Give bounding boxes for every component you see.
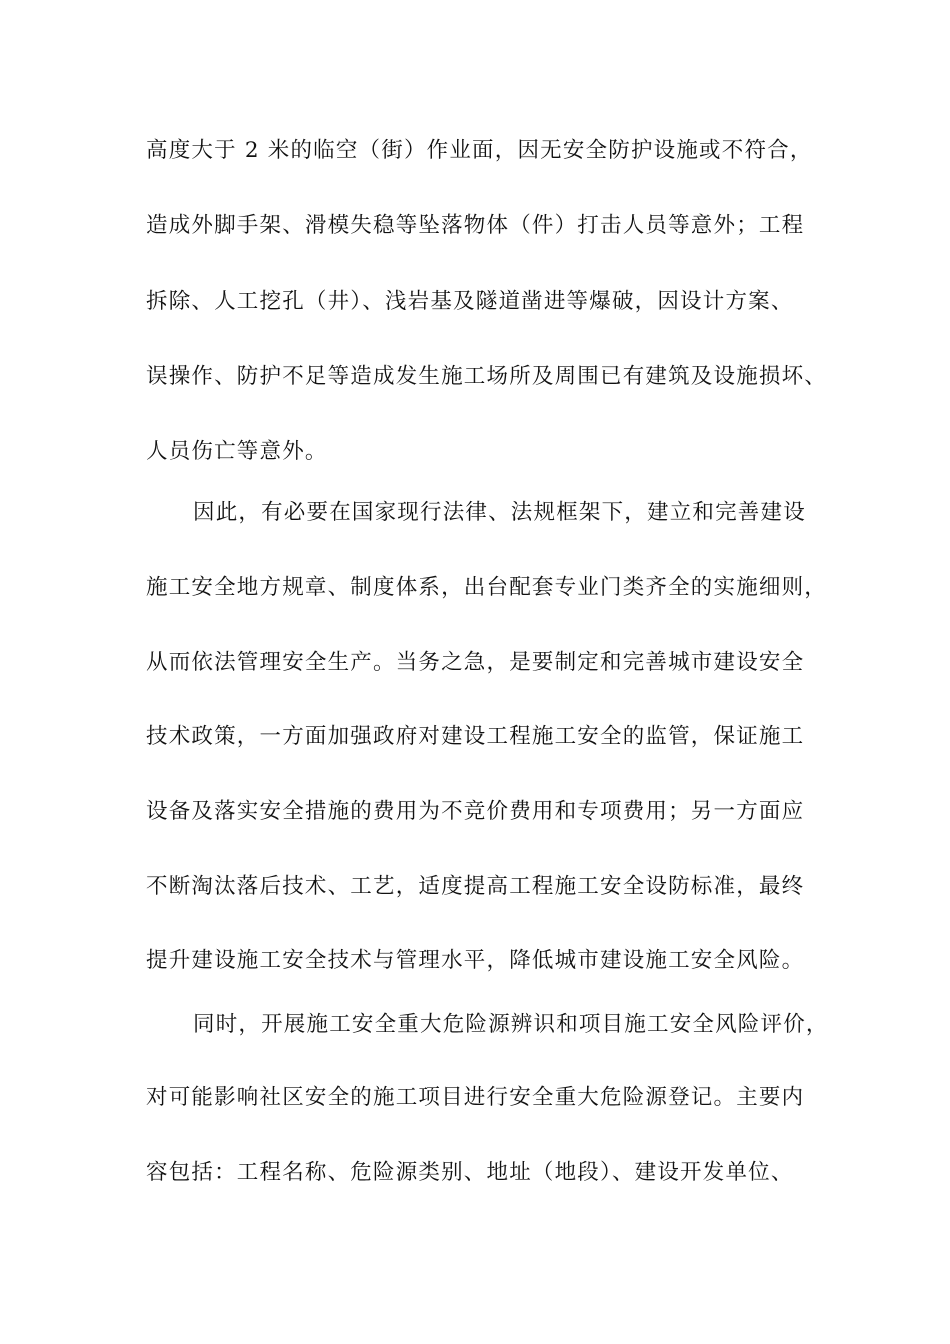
text-line: 人员伤亡等意外。 — [146, 439, 328, 464]
text-line: 设备及落实安全措施的费用为不竞价费用和专项费用；另一方面应 — [146, 799, 805, 824]
text-line: 不断淘汰落后技术、工艺，适度提高工程施工安全设防标准，最终 — [146, 874, 805, 899]
text-line: 误操作、防护不足等造成发生施工场所及周围已有建筑及设施损坏、 — [146, 364, 828, 389]
text-line: 对可能影响社区安全的施工项目进行安全重大危险源登记。主要内 — [146, 1085, 805, 1110]
paragraph-first-line: 同时，开展施工安全重大危险源辨识和项目施工安全风险评价， — [193, 1012, 829, 1037]
text-line: 技术政策，一方面加强政府对建设工程施工安全的监管，保证施工 — [146, 724, 805, 749]
text-line: 从而依法管理安全生产。当务之急，是要制定和完善城市建设安全 — [146, 650, 805, 675]
paragraph-first-line: 因此，有必要在国家现行法律、法规框架下，建立和完善建设 — [193, 500, 806, 525]
text-line: 提升建设施工安全技术与管理水平，降低城市建设施工安全风险。 — [146, 948, 805, 973]
text-line: 容包括：工程名称、危险源类别、地址（地段）、建设开发单位、 — [146, 1160, 794, 1185]
text-line: 高度大于 2 米的临空（街）作业面，因无安全防护设施或不符合， — [146, 138, 813, 163]
text-line: 造成外脚手架、滑模失稳等坠落物体（件）打击人员等意外；工程 — [146, 213, 805, 238]
text-line: 施工安全地方规章、制度体系，出台配套专业门类齐全的实施细则， — [146, 575, 828, 600]
text-line: 拆除、人工挖孔（井）、浅岩基及隧道凿进等爆破，因设计方案、 — [146, 289, 794, 314]
